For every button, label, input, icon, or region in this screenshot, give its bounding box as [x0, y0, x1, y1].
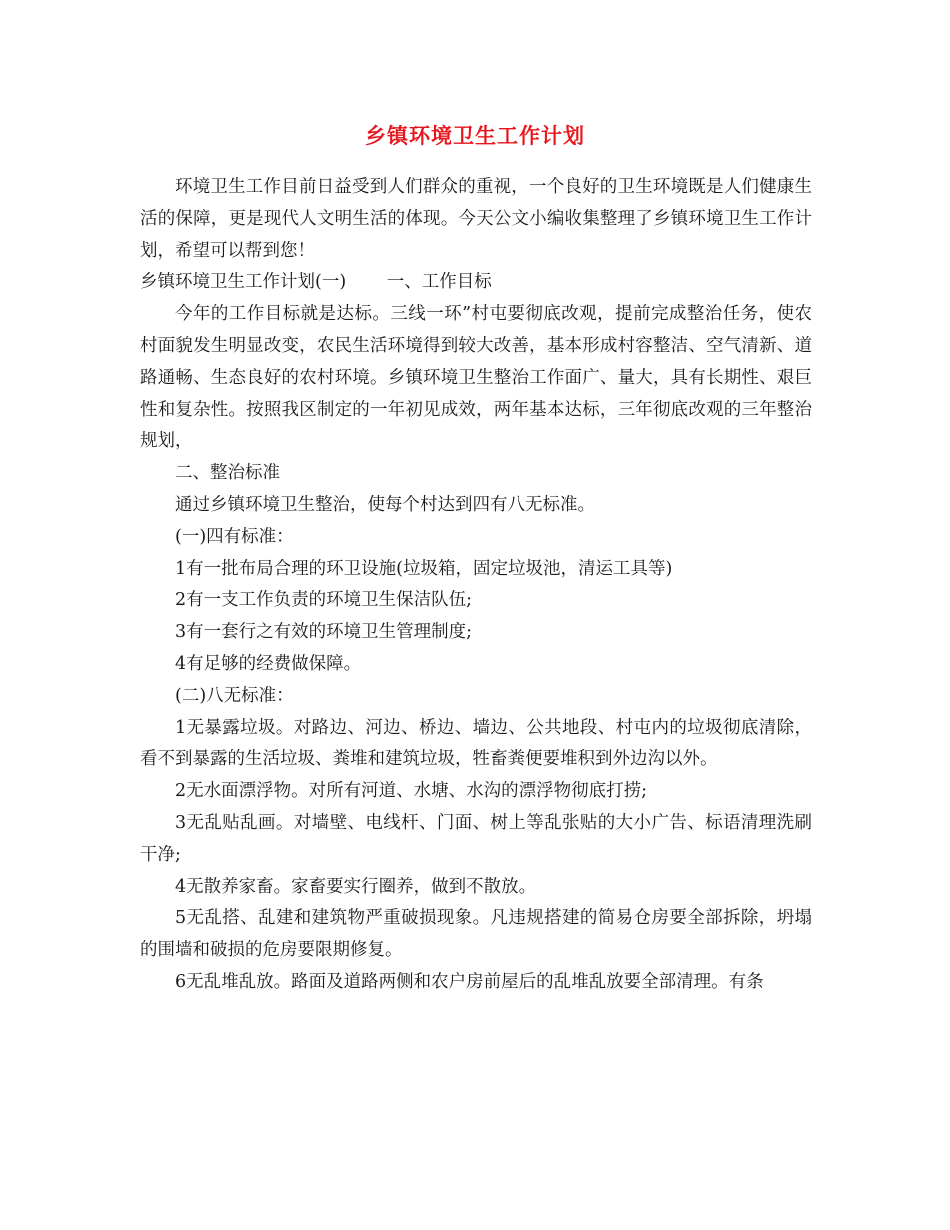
- section-heading-standards: 二、整治标准: [175, 463, 280, 484]
- list-item: 4无散养家畜。家畜要实行圈养，做到不散放。: [175, 876, 537, 897]
- list-item: 1有一批布局合理的环卫设施(垃圾箱，固定垃圾池，清运工具等): [175, 558, 673, 579]
- intro-paragraph: 环境卫生工作目前日益受到人们群众的重视，一个良好的卫生环境既是人们健康生活的保障，更是现代人文明生活的体现。今天公文小编收集整理了乡镇环境卫生工作计划，希望可以帮到您！: [140, 177, 812, 261]
- section-heading-plan-one: 乡镇环境卫生工作计划(一) 一、工作目标: [140, 272, 492, 293]
- page-title: 乡镇环境卫生工作计划: [365, 123, 585, 148]
- standards-intro: 通过乡镇环境卫生整治，使每个村达到四有八无标准。: [175, 494, 595, 515]
- list-item: 1无暴露垃圾。对路边、河边、桥边、墙边、公共地段、村屯内的垃圾彻底清除，看不到暴露的生活垃圾、粪堆和建筑垃圾，牲畜粪便要堆积到外边沟以外。: [140, 717, 812, 770]
- eight-none-heading: (二)八无标准：: [175, 685, 294, 706]
- four-have-heading: (一)四有标准：: [175, 526, 294, 547]
- list-item: 5无乱搭、乱建和建筑物严重破损现象。凡违规搭建的简易仓房要全部拆除，坍塌的围墙和破损的危房要限期修复。: [140, 908, 812, 961]
- list-item: 3有一套行之有效的环境卫生管理制度;: [175, 622, 473, 643]
- list-item: 2有一支工作负责的环境卫生保洁队伍;: [175, 590, 473, 611]
- list-item: 6无乱堆乱放。路面及道路两侧和农户房前屋后的乱堆乱放要全部清理。有条: [175, 971, 764, 992]
- list-item: 2无水面漂浮物。对所有河道、水塘、水沟的漂浮物彻底打捞;: [175, 781, 648, 802]
- goal-paragraph: 今年的工作目标就是达标。三线一环”村屯要彻底改观，提前完成整治任务，使农村面貌发生明显改变，农民生活环境得到较大改善，基本形成村容整洁、空气清新、道路通畅、生态良好的农村环境。乡镇环境卫生整治工作面广、量大，具有长期性、艰巨性和复杂性。按照我区制定的一年初见成效，两年基本达标，三年彻底改观的三年整治规划，: [140, 304, 812, 452]
- list-item: 4有足够的经费做保障。: [175, 653, 362, 674]
- document-body: [140, 172, 812, 999]
- list-item: 3无乱贴乱画。对墙壁、电线杆、门面、树上等乱张贴的大小广告、标语清理洗刷干净;: [140, 812, 812, 865]
